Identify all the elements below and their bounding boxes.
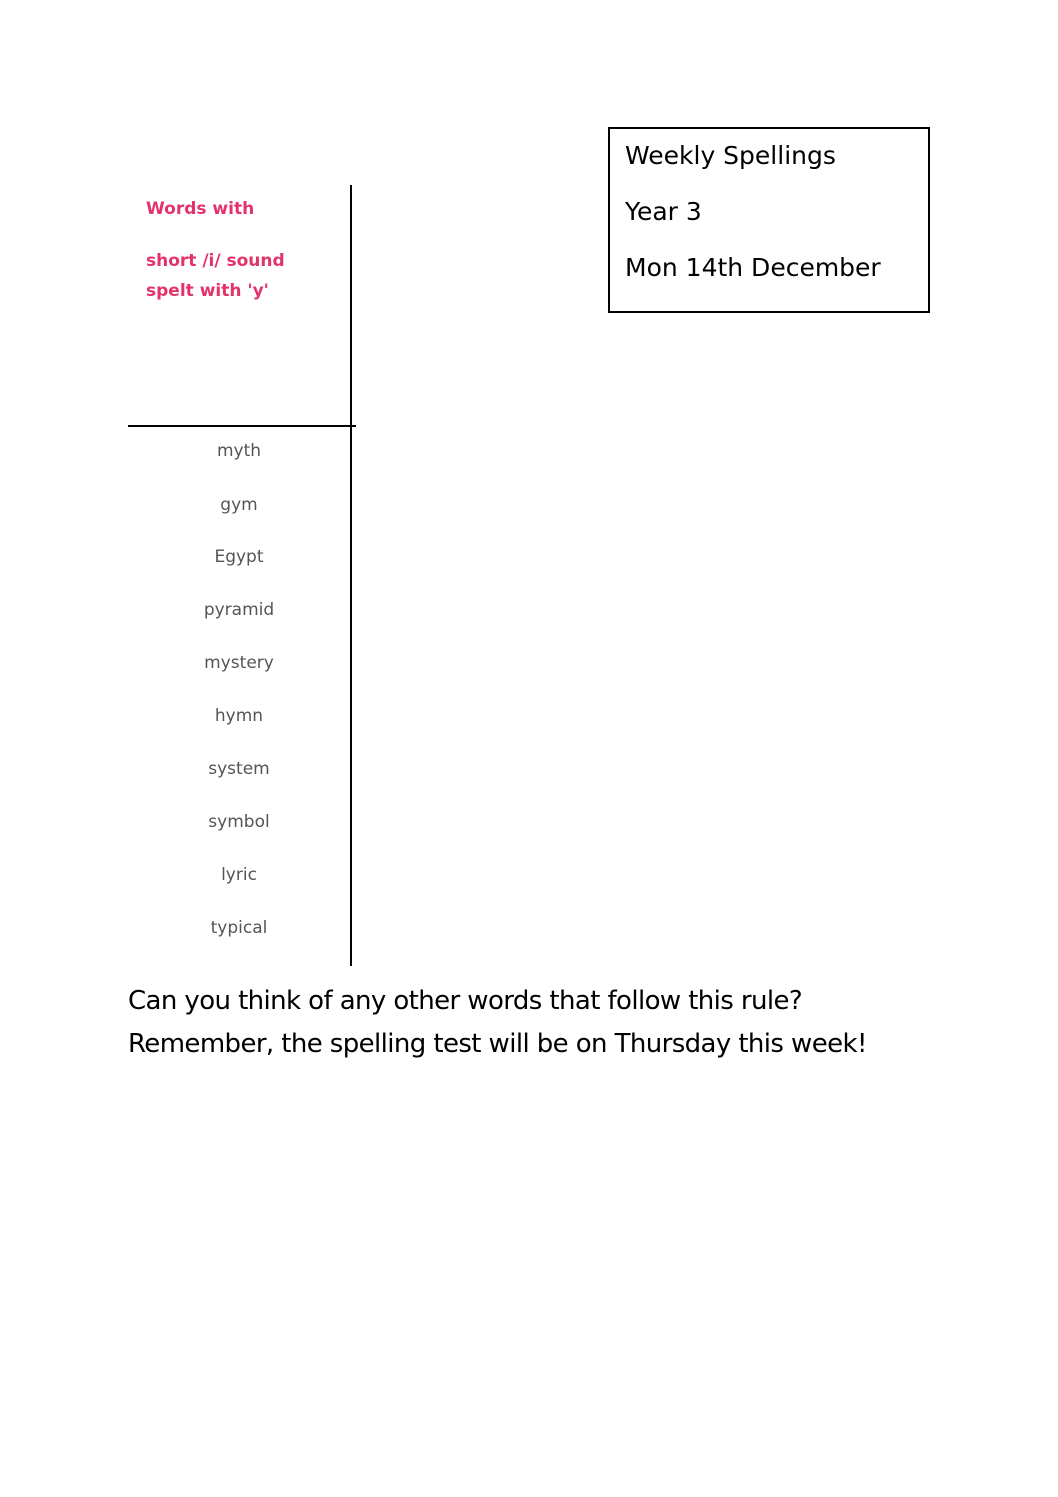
- word-item: pyramid: [203, 600, 275, 620]
- word-item: myth: [216, 441, 262, 461]
- info-year: Year 3: [625, 197, 702, 226]
- table-horizontal-divider: [128, 425, 356, 427]
- rule-heading-line-3: spelt with 'y': [146, 281, 269, 301]
- word-item: typical: [210, 918, 268, 938]
- reminder-text: Remember, the spelling test will be on Thursday this week!: [128, 1029, 867, 1059]
- info-date: Mon 14th December: [625, 253, 881, 282]
- word-item: lyric: [221, 865, 257, 885]
- word-item: hymn: [214, 706, 264, 726]
- info-title: Weekly Spellings: [625, 141, 836, 170]
- word-item: symbol: [208, 812, 270, 832]
- word-item: gym: [220, 495, 258, 515]
- table-vertical-divider: [350, 185, 352, 966]
- rule-heading-line-1: Words with: [146, 199, 255, 219]
- rule-heading-line-2: short /i/ sound: [146, 251, 285, 271]
- word-item: Egypt: [214, 547, 264, 567]
- word-item: system: [208, 759, 270, 779]
- word-item: mystery: [204, 653, 274, 673]
- question-text: Can you think of any other words that follow this rule?: [128, 986, 803, 1016]
- info-box: [608, 127, 930, 313]
